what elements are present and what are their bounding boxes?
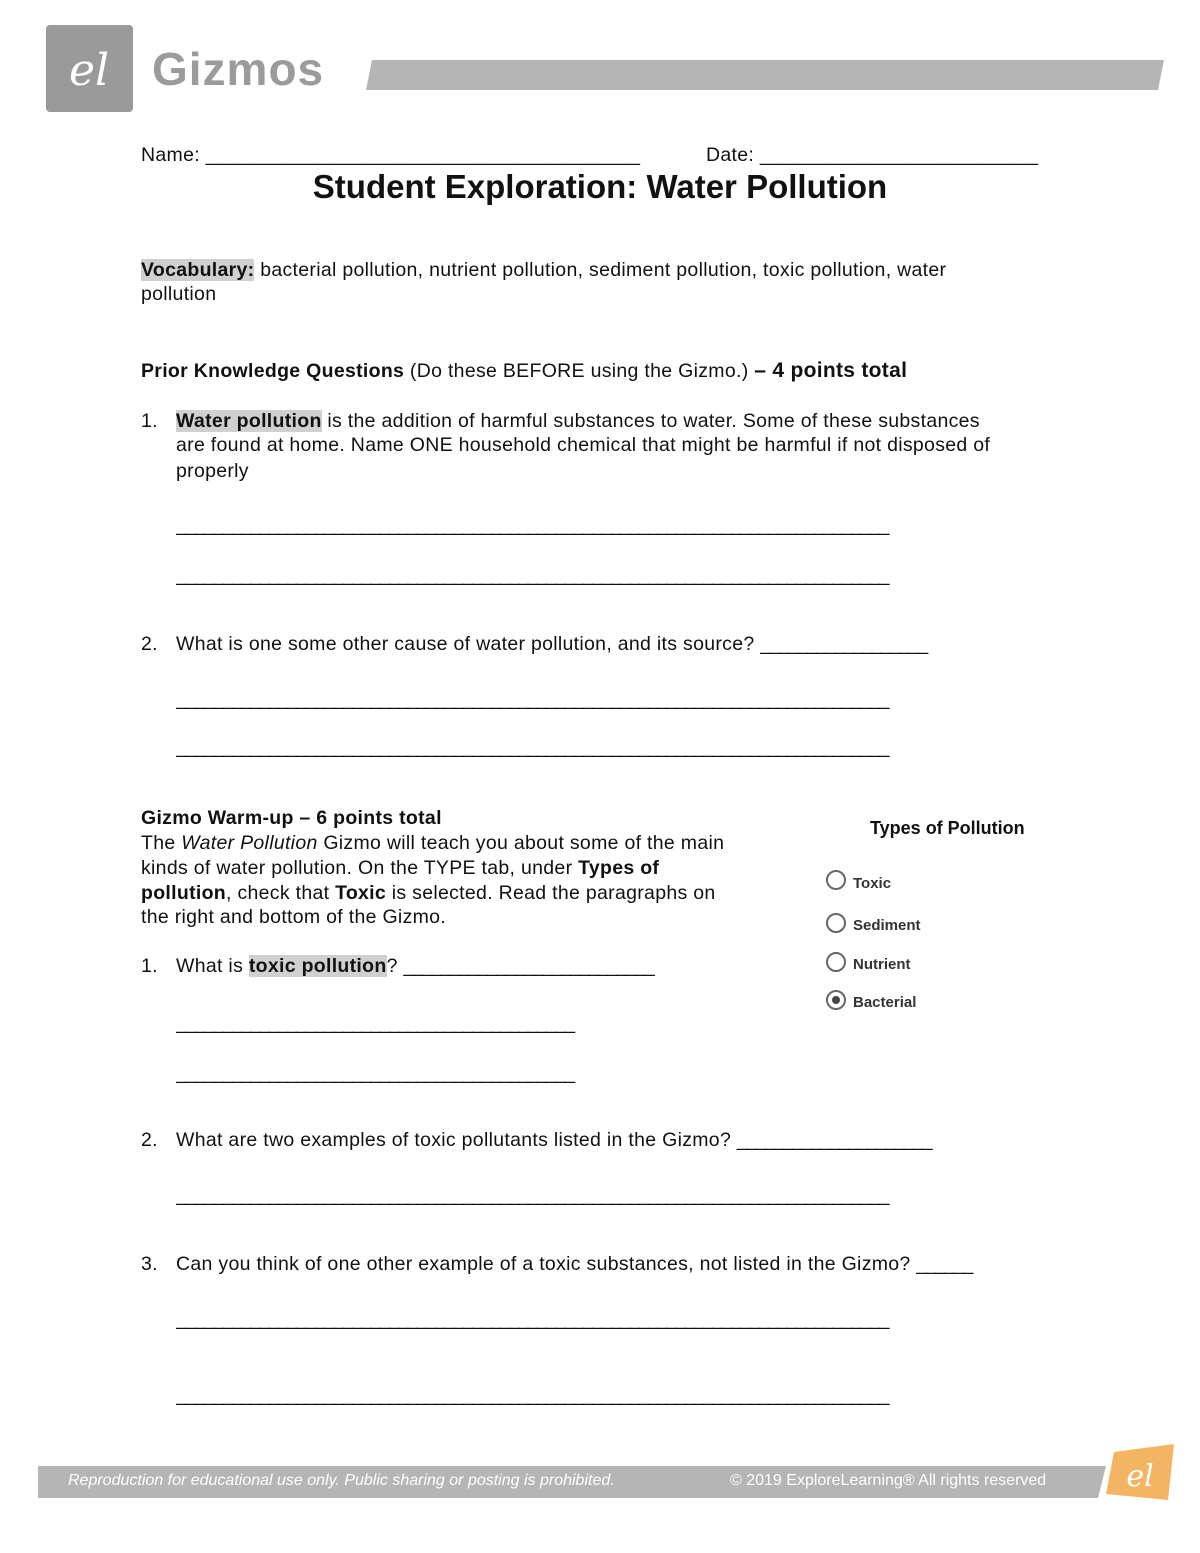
answer-blank[interactable]: _____________________________________________________________________________ <box>176 1308 888 1330</box>
question-number: 1. <box>141 955 158 977</box>
footer-copyright: © 2019 ExploreLearning® All rights reserved <box>730 1472 1047 1489</box>
radio-bacterial[interactable] <box>826 990 846 1010</box>
brand-name: Gizmos <box>152 43 325 95</box>
answer-blank[interactable]: ___________________________________________ <box>176 1012 574 1034</box>
warmup-q2-text: What are two examples of toxic pollutants listed in the Gizmo? _____________________ <box>176 1129 931 1151</box>
answer-blank[interactable]: _____________________________________________________________________________ <box>176 688 888 710</box>
inline-answer-blank: ______ <box>916 1253 972 1275</box>
name-blank: _______________________________________ <box>205 144 641 166</box>
question-number: 1. <box>141 410 158 432</box>
warmup-intro-line4: the right and bottom of the Gizmo. <box>141 906 447 928</box>
prior-q1-line1: Water pollution is the addition of harmful substances to water. Some of these substances <box>176 410 980 432</box>
name-field: Name: _______________________________________ <box>141 144 641 166</box>
warmup-q3-text: Can you think of one other example of a toxic substances, not listed in the Gizmo? ______ <box>176 1253 972 1275</box>
date-blank: _________________________ <box>759 144 1039 166</box>
warmup-intro-line3: pollution, check that Toxic is selected. Read the paragraphs on <box>141 882 716 904</box>
vocabulary-line-2: pollution <box>141 283 217 305</box>
question-number: 3. <box>141 1253 158 1275</box>
inline-answer-blank: ___________________________ <box>403 955 654 977</box>
date-field: Date: _________________________ <box>706 144 1039 166</box>
svg-text:el: el <box>1126 1459 1154 1494</box>
svg-text:el: el <box>68 45 110 96</box>
question-number: 2. <box>141 633 158 655</box>
answer-blank[interactable]: _____________________________________________________________________________ <box>176 514 888 536</box>
answer-blank[interactable]: _____________________________________________________________________________ <box>176 564 888 586</box>
page-title: Student Exploration: Water Pollution <box>312 168 888 205</box>
warmup-intro-line1: The Water Pollution Gizmo will teach you about some of the main <box>141 832 725 854</box>
el-logo-icon <box>46 25 133 112</box>
prior-q2-text: What is one some other cause of water pollution, and its source? __________________ <box>176 633 927 655</box>
answer-blank[interactable]: _____________________________________________________________________________ <box>176 1184 888 1206</box>
answer-blank[interactable]: _____________________________________________________________________________ <box>176 736 888 758</box>
explorelearning-logo-icon <box>1104 1444 1176 1502</box>
header-bar <box>366 60 1164 90</box>
answer-blank[interactable]: ___________________________________________ <box>176 1062 574 1084</box>
radio-nutrient[interactable] <box>826 952 846 972</box>
question-number: 2. <box>141 1129 158 1151</box>
gizmos-logo <box>46 25 133 112</box>
radio-toxic[interactable] <box>826 870 846 890</box>
footer-notice: Reproduction for educational use only. Public sharing or posting is prohibited. <box>68 1472 615 1489</box>
vocabulary-line: Vocabulary: bacterial pollution, nutrient pollution, sediment pollution, toxic pollution, water <box>141 259 947 281</box>
warmup-intro-line2: kinds of water pollution. On the TYPE tab, under Types of <box>141 857 660 879</box>
warmup-heading: Gizmo Warm-up – 6 points total <box>141 807 442 829</box>
warmup-q1-text: What is toxic pollution? ___________________________ <box>176 955 654 977</box>
inline-answer-blank: __________________ <box>760 633 927 655</box>
inline-answer-blank: _____________________ <box>736 1129 931 1151</box>
answer-blank[interactable]: _____________________________________________________________________________ <box>176 1384 888 1406</box>
types-of-pollution-title: Types of Pollution <box>870 818 1025 838</box>
prior-q1-line2: are found at home. Name ONE household chemical that might be harmful if not disposed of <box>176 434 991 456</box>
radio-sediment[interactable] <box>826 913 846 933</box>
prior-q1-line3: properly <box>176 460 249 482</box>
prior-knowledge-heading: Prior Knowledge Questions (Do these BEFORE using the Gizmo.) – 4 points total <box>141 359 908 382</box>
pollution-type-radio-group: Toxic Sediment Nutrient Bacterial <box>826 870 946 1020</box>
